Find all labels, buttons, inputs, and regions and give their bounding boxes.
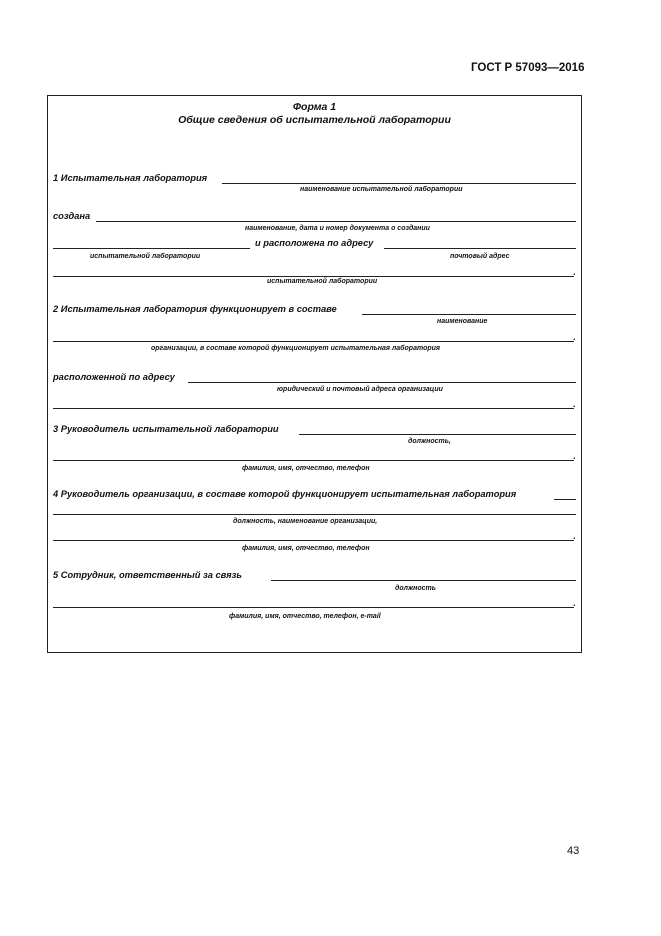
line-end-period: . — [573, 451, 576, 461]
contact-position-field[interactable] — [271, 580, 576, 581]
operates-in-label: 2 Испытательная лаборатория функционирует в составе — [53, 304, 337, 314]
org-address-hint: юридический и почтовый адреса организации — [277, 386, 443, 393]
lab-head-position-hint: должность, — [408, 438, 451, 445]
postal-address-hint: почтовый адрес — [450, 253, 510, 260]
creation-doc-hint: наименование, дата и номер документа о создании — [245, 225, 430, 232]
line-end-period: . — [573, 531, 576, 541]
lab-name-field[interactable] — [222, 183, 576, 184]
org-address-field[interactable] — [188, 382, 576, 383]
org-address-field-cont[interactable] — [53, 408, 574, 409]
page-number: 43 — [567, 845, 580, 857]
located-at-label: расположенной по адресу — [53, 372, 175, 382]
parent-org-field-cont[interactable] — [53, 341, 574, 342]
line-end-period: . — [573, 332, 576, 342]
postal-address-field-cont[interactable] — [53, 276, 574, 277]
creation-doc-field-cont[interactable] — [53, 248, 250, 249]
contact-fio-field[interactable] — [53, 607, 574, 608]
line-end-period: . — [573, 598, 576, 608]
contact-fio-hint: фамилия, имя, отчество, телефон, e-mail — [229, 613, 381, 620]
document-standard-header: ГОСТ Р 57093—2016 — [471, 62, 585, 74]
org-head-fio-hint: фамилия, имя, отчество, телефон — [242, 545, 370, 552]
lab-name-hint: наименование испытательной лаборатории — [300, 186, 463, 193]
form-frame — [47, 95, 582, 653]
line-end-period: . — [573, 399, 576, 409]
creation-doc-field[interactable] — [96, 221, 576, 222]
org-head-label: 4 Руководитель организации, в составе которой функционирует испытательная лаборатория — [53, 489, 517, 499]
created-label: создана — [53, 211, 91, 221]
located-label: и расположена по адресу — [255, 238, 374, 248]
line-end-period: . — [573, 267, 576, 277]
lab-head-label: 3 Руководитель испытательной лаборатории — [53, 424, 279, 434]
lab-name-label: 1 Испытательная лаборатория — [53, 173, 208, 183]
org-head-position-hint: должность, наименование организации, — [233, 518, 378, 525]
lab-hint-2: испытательной лаборатории — [90, 253, 201, 260]
contact-person-label: 5 Сотрудник, ответственный за связь — [53, 570, 242, 580]
parent-org-hint: организации, в составе которой функционирует испытательная лаборатория — [151, 345, 441, 352]
parent-org-field[interactable] — [362, 314, 576, 315]
lab-hint-3: испытательной лаборатории — [267, 278, 378, 285]
org-head-fio-field[interactable] — [53, 540, 574, 541]
form-title: Форма 1 — [292, 101, 337, 113]
lab-head-position-field[interactable] — [299, 434, 576, 435]
postal-address-field[interactable] — [384, 248, 576, 249]
form-subtitle: Общие сведения об испытательной лаборатории — [178, 114, 451, 126]
org-name-hint: наименование — [437, 318, 488, 325]
lab-head-fio-field[interactable] — [53, 460, 574, 461]
contact-position-hint: должность — [395, 585, 436, 592]
lab-head-fio-hint: фамилия, имя, отчество, телефон — [242, 465, 370, 472]
org-head-position-field[interactable] — [53, 514, 576, 515]
org-head-field[interactable] — [554, 499, 576, 500]
